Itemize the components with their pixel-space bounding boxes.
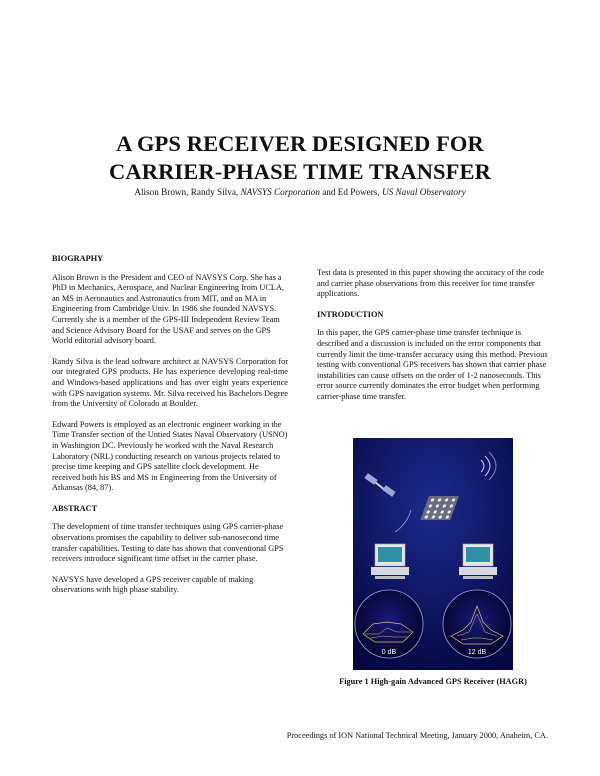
gain-label-left: 0 dB xyxy=(381,649,397,656)
biography-heading: BIOGRAPHY xyxy=(52,254,104,263)
left-column xyxy=(52,254,288,606)
computer-right-icon xyxy=(459,544,497,579)
page-footer: Proceedings of ION National Technical Meeting, January 2000, Anaheim, CA. xyxy=(286,731,548,740)
paper-title xyxy=(0,130,600,186)
gain-label-right: 12 dB xyxy=(467,649,487,656)
author-line xyxy=(0,187,600,197)
title-line-2: CARRIER-PHASE TIME TRANSFER xyxy=(109,159,491,184)
right-column xyxy=(317,268,549,413)
figure-artwork xyxy=(353,438,513,670)
computer-left-icon xyxy=(371,544,409,579)
bio-paragraph-2: Randy Silva is the lead software architect at NAVSYS Corporation for our integrated GPS products. He has experience developing real-time and Windows-based applications and has over eight years experience with GPS navigation systems. Mr. Silva received his Bachelors Degree from the University of Colorado at Boulder. xyxy=(52,356,288,409)
author-names: Alison Brown, Randy Silva, xyxy=(134,187,241,197)
abstract-paragraph-1: The development of time transfer techniques using GPS carrier-phase observations promises the capability to deliver sub-nanosecond time transfer capabilities. Testing to date has shown that conventional GPS receivers introduce significant time offset in the carrier phase. xyxy=(52,522,284,564)
author-org-1: NAVSYS Corporation xyxy=(240,187,320,197)
introduction-heading: INTRODUCTION xyxy=(317,309,384,319)
abstract-paragraph-2: NAVSYS have developed a GPS receiver capable of making observations with high phase stability. xyxy=(52,574,254,595)
author-org-2: US Naval Observatory xyxy=(381,187,466,197)
gain-plot-left xyxy=(355,590,423,658)
bio-paragraph-1: Alison Brown is the President and CEO of NAVSYS Corp. She has a PhD in Mechanics, Aerospace, and Nuclear Engineering from UCLA, an MS in Aeronautics and Astronautics from MIT, and an MA in Engineering from Cambridge Univ. In 1986 she founded NAVSYS. Currently she is a member of the GPS-III Independent Review Team and Science Advisory Board for the USAF and serves on the GPS World editorial advisory board. xyxy=(52,272,285,346)
abstract-heading: ABSTRACT xyxy=(52,503,98,513)
figure-hagr-illustration xyxy=(353,438,513,670)
author-and: and Ed Powers, xyxy=(319,187,382,197)
gain-plot-right xyxy=(443,590,511,658)
bio-paragraph-3: Edward Powers is employed as an electronic engineer working in the Time Transfer section of the Untied States Naval Observatory (USNO) in Washington DC. Previously he worked with the Naval Research Laboratory (NRL) conducting research on various projects related to precise time keeping and GPS satellite clock development. He received both his BS and MS in Engineering from the University of Arkansas (84, 87). xyxy=(52,419,288,493)
abstract-paragraph-3: Test data is presented in this paper showing the accuracy of the code and carrier phase observations from this receiver for time transfer applications. xyxy=(317,268,545,299)
figure-caption: Figure 1 High-gain Advanced GPS Receiver (HAGR) xyxy=(339,677,527,686)
title-line-1: A GPS RECEIVER DESIGNED FOR xyxy=(116,131,484,156)
introduction-paragraph: In this paper, the GPS carrier-phase time transfer technique is described and a discussion is included on the error components that currently limit the time-transfer accuracy using this method. Previous testing with conventional GPS receivers has shown that carrier phase instabilities can cause offsets on the order of 1-2 nanoseconds. This error source currently dominates the error budget when performing carrier-phase time transfer. xyxy=(317,328,548,401)
